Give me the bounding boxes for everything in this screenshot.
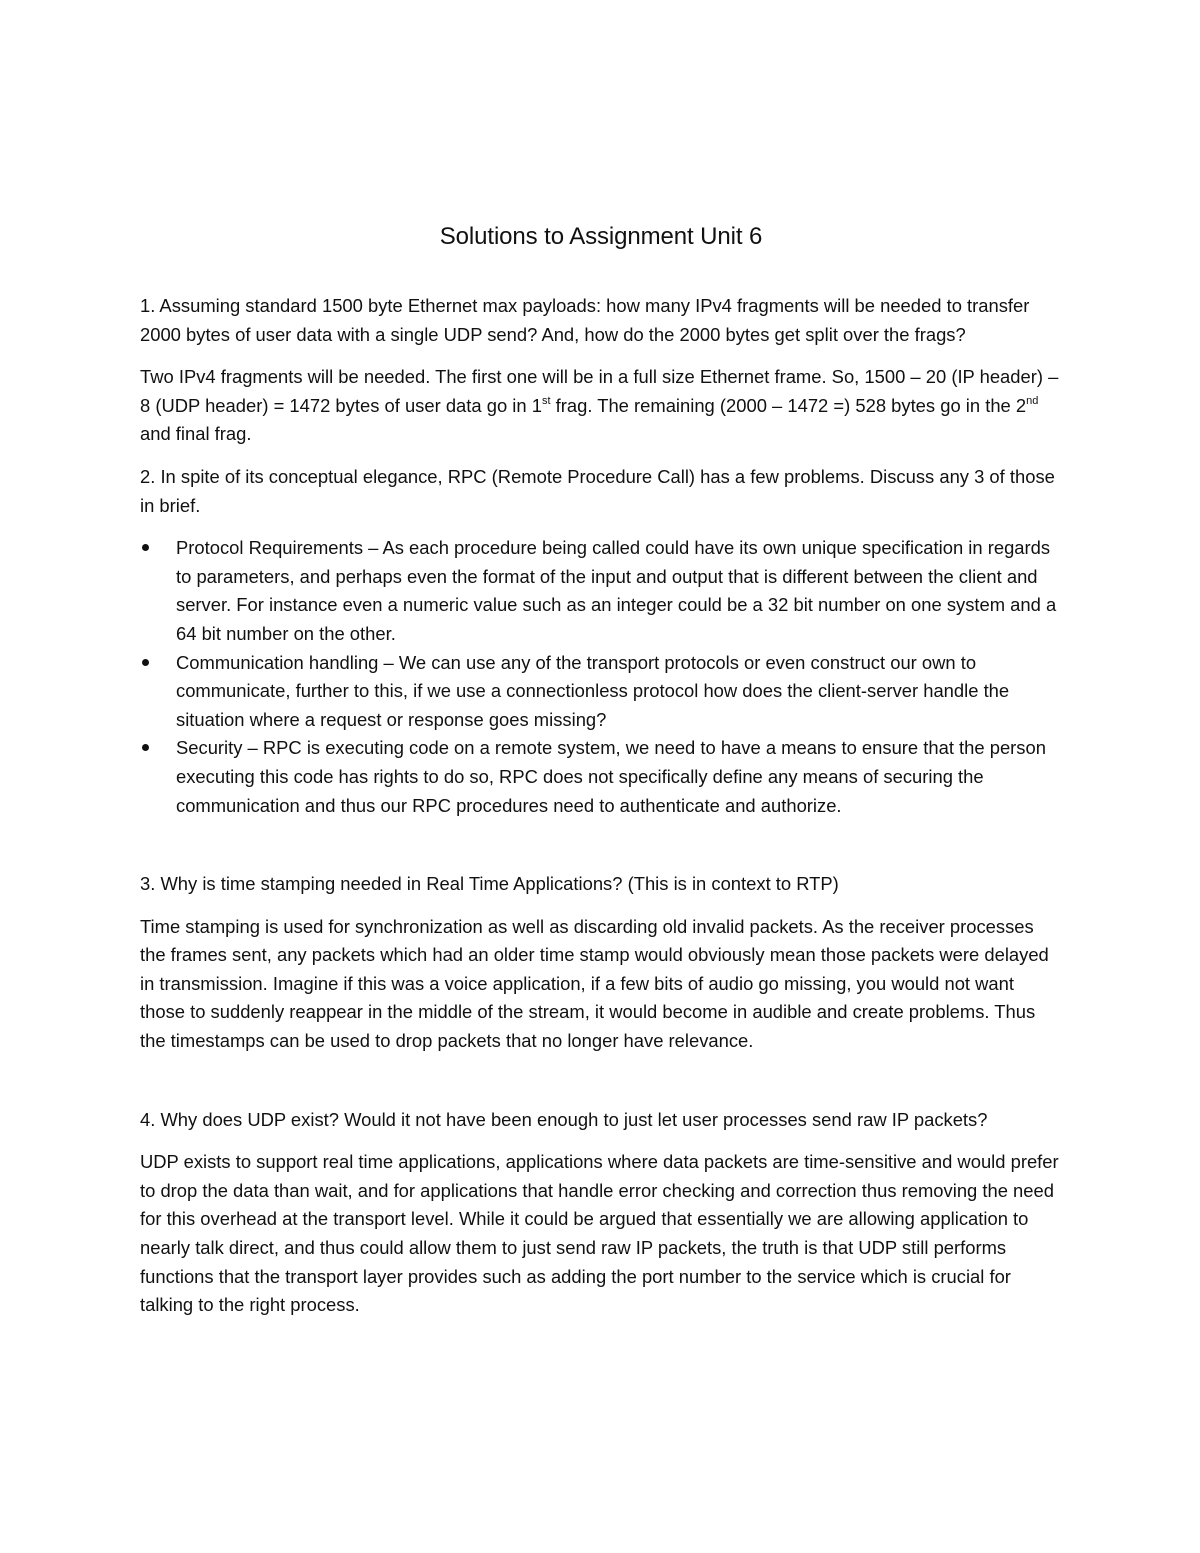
superscript-nd: nd [1026, 394, 1039, 407]
list-item [140, 534, 1062, 648]
list-item-text: Security – RPC is executing code on a remote system, we need to have a means to ensure that the person executing this code has rights to do so, RPC does not specifically define any means of securing the communication and thus our RPC procedures need to authenticate and authorize. [176, 737, 1046, 816]
document-body [140, 222, 1062, 1334]
answer-1-part-2: frag. The remaining (2000 – 1472 =) 528 bytes go in the 2 [550, 394, 1027, 416]
question-1: 1. Assuming standard 1500 byte Ethernet max payloads: how many IPv4 fragments will be needed to transfer 2000 bytes of user data with a single UDP send? And, how do the 2000 bytes get split over the frags? [140, 295, 1030, 345]
question-3: 3. Why is time stamping needed in Real Time Applications? (This is in context to RTP) [140, 873, 839, 895]
page-title: Solutions to Assignment Unit 6 [439, 223, 763, 250]
list-item [140, 734, 1062, 820]
answer-3: Time stamping is used for synchronization as well as discarding old invalid packets. As the receiver processes the frames sent, any packets which had an older time stamp would obviously mean those packets were delayed in transmission. Imagine if this was a voice application, if a few bits of audio go missing, you would not want those to suddenly reappear in the middle of the stream, it would become in audible and create problems. Thus the timestamps can be used to drop packets that no longer have relevance. [140, 915, 1049, 1052]
question-4: 4. Why does UDP exist? Would it not have been enough to just let user processes send raw IP packets? [140, 1108, 988, 1130]
list-item-text: Protocol Requirements – As each procedure being called could have its own unique specification in regards to parameters, and perhaps even the format of the input and output that is different between the client and server. For instance even a numeric value such as an integer could be a 32 bit number on one system and a 64 bit number on the other. [176, 537, 1057, 644]
answer-1 [140, 363, 1062, 449]
question-2: 2. In spite of its conceptual elegance, RPC (Remote Procedure Call) has a few problems. Discuss any 3 of those in brief. [140, 465, 1055, 516]
answer-1-part-1: Two IPv4 fragments will be needed. The first one will be in a full size Ethernet frame. So, 1500 – 20 (IP header) – 8 (UDP header) = 1472 bytes of user data go in 1 [140, 366, 1059, 416]
rpc-problems-list [140, 534, 1062, 820]
list-item [140, 649, 1062, 735]
bullet-icon [142, 544, 149, 551]
list-item-text: Communication handling – We can use any of the transport protocols or even construct our own to communicate, further to this, if we use a connectionless protocol how does the client-server handle the situation where a request or response goes missing? [176, 651, 1010, 730]
superscript-st: st [541, 394, 551, 407]
bullet-icon [142, 744, 149, 751]
answer-4: UDP exists to support real time applications, applications where data packets are time-sensitive and would prefer to drop the data than wait, and for applications that handle error checking and correction thus removing the need for this overhead at the transport level. While it could be argued that essentially we are allowing application to nearly talk direct, and thus could allow them to just send raw IP packets, the truth is that UDP still performs functions that the transport layer provides such as adding the port number to the service which is crucial for talking to the right process. [140, 1151, 1059, 1316]
bullet-icon [142, 659, 149, 666]
answer-1-part-3: and final frag. [140, 423, 252, 445]
